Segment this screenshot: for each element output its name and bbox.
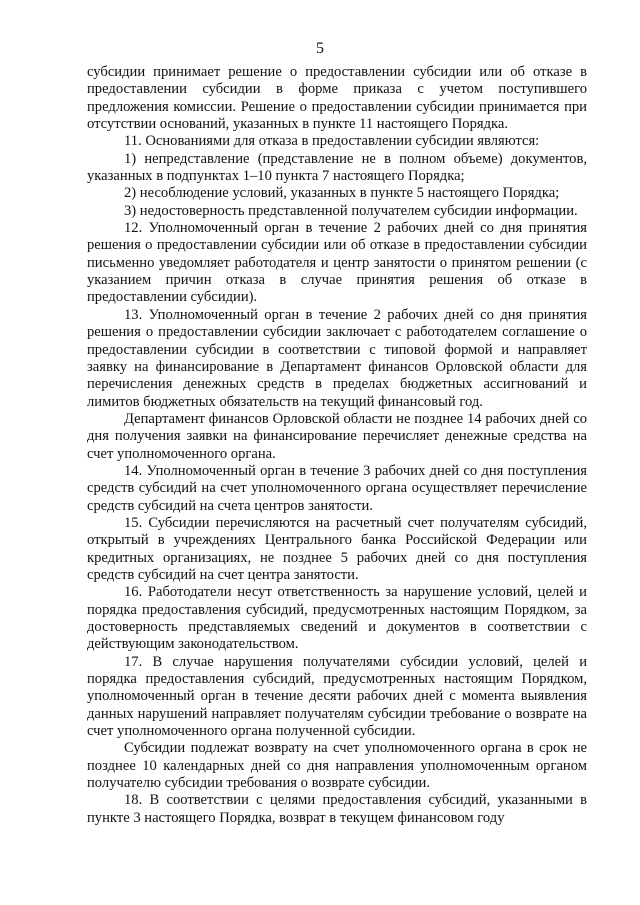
paragraph-17: 17. В случае нарушения получателями субсидии условий, целей и порядка предоставления субсидий, предусмотренных настоящим Порядком, уполномоченный орган в течение десяти рабочих дней с момента выявления данных нарушений направляет получателям субсидии требование о возврате на счет уполномоченного органа полученной субсидии. [87, 653, 587, 740]
paragraph-11-refusal-grounds: 11. Основаниями для отказа в предоставлении субсидии являются: [124, 133, 540, 150]
paragraph-13-finance-department: Департамент финансов Орловской области не позднее 14 рабочих дней со дня получения заявки на финансирование перечисляет денежные средства на счет уполномоченного органа. [87, 410, 587, 462]
page-number: 5 [316, 40, 324, 57]
paragraph-18: 18. В соответствии с целями предоставления субсидий, указанными в пункте 3 настоящего Порядка, возврат в текущем финансовом году [87, 792, 587, 826]
paragraph-17-return-deadline: Субсидии подлежат возврату на счет уполномоченного органа в срок не позднее 10 календарных дней со дня направления уполномоченным органом получателю субсидии требования о возврате субсидии. [87, 740, 587, 792]
paragraph-15: 15. Субсидии перечисляются на расчетный счет получателям субсидий, открытый в учреждениях Центрального банка Российской Федерации или кредитных организациях, не позднее 5 рабочих дней со дня поступления средств субсидий на счет центра занятости. [87, 514, 587, 583]
paragraph-16: 16. Работодатели несут ответственность за нарушение условий, целей и порядка предоставления субсидий, предусмотренных настоящим Порядком, за достоверность представляемых сведений и документов в соответствии с действующим законодательством. [87, 584, 587, 653]
paragraph-12: 12. Уполномоченный орган в течение 2 рабочих дней со дня принятия решения о предоставлении субсидии или об отказе в предоставлении субсидии письменно уведомляет работодателя и центр занятости о принятом решении (с указанием причин отказа в случае принятия решения об отказе в предоставлении субсидии). [87, 220, 587, 306]
paragraph-13: 13. Уполномоченный орган в течение 2 рабочих дней со дня принятия решения о предоставлении субсидии заключает с работодателем соглашение о предоставлении субсидии в соответствии с типовой формой и направляет заявку на финансирование в Департамент финансов Орловской области для перечисления денежных средств в пределах бюджетных ассигнований и лимитов бюджетных обязательств на текущий финансовый год. [87, 306, 587, 410]
document-body [87, 64, 587, 827]
paragraph-decision-continuation: субсидии принимает решение о предоставлении субсидии или об отказе в предоставлении субсидии в форме приказа с учетом поступившего предложения комиссии. Решение о предоставлении субсидии принимается при отсутствии оснований, указанных в пункте 11 настоящего Порядка. [87, 64, 587, 133]
paragraph-11-item-1: 1) непредставление (представление не в полном объеме) документов, указанных в подпунктах 1–10 пункта 7 настоящего Порядка; [87, 150, 587, 185]
paragraph-11-item-3: 3) недостоверность представленной получателем субсидии информации. [124, 202, 578, 219]
paragraph-11-item-2: 2) несоблюдение условий, указанных в пункте 5 настоящего Порядка; [124, 185, 560, 202]
paragraph-14: 14. Уполномоченный орган в течение 3 рабочих дней со дня поступления средств субсидий на счет уполномоченного органа осуществляет перечисление средств субсидий на счета центров занятости. [87, 462, 587, 514]
